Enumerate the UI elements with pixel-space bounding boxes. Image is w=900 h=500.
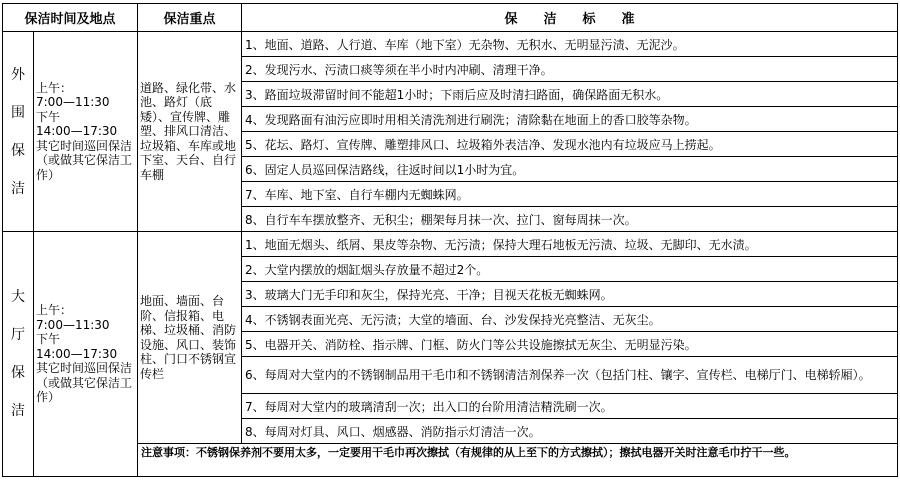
standard-item: 8、自行车车摆放整齐、无积尘；棚架每月抹一次、拉门、窗每周抹一次。 [242,207,898,232]
header-cleaning-focus: 保洁重点 [138,4,242,32]
standard-item: 6、每周对大堂内的不锈钢制品用干毛巾和不锈钢清洁剂保养一次（包括门柱、镶字、宣传栏、电梯厅门、电梯轿厢）。 [242,357,898,394]
schedule-line: 上午： [36,80,73,95]
schedule-line: 下午 [36,109,61,124]
standard-item: 4、不锈钢表面光亮、无污渍；大堂的墙面、台、沙发保持光亮整洁、无灰尘。 [242,307,898,332]
area-char: 围 [11,104,25,121]
standard-item: 3、玻璃大门无手印和灰尘，保持光亮、干净；目视天花板无蜘蛛网。 [242,282,898,307]
table-row [3,444,898,477]
schedule-lobby [34,232,138,477]
schedule-line: 上午： [36,303,73,318]
standard-item: 3、路面垃圾滞留时间不能超1小时；下雨后应及时清扫路面，确保路面无积水。 [242,82,898,107]
area-char: 保 [11,142,25,159]
schedule-exterior [34,32,138,232]
schedule-line: 下午 [36,332,61,347]
standard-item: 2、发现污水、污渍口痰等须在半小时内冲刷、清理干净。 [242,57,898,82]
standard-item: 8、每周对灯具、风口、烟感器、消防指示灯清洁一次。 [242,419,898,444]
standard-item: 4、发现路面有油污应即时用相关清洗剂进行刷洗；清除黏在地面上的香口胶等杂物。 [242,107,898,132]
focus-lobby [138,232,242,444]
schedule-line: 7:00—11:30 [36,95,110,110]
focus-text: 道路、绿化带、水池、路灯（底矮）、宣传牌、雕塑、排风口清洁、垃圾箱、车库或地下室、天台、自行车棚 [140,80,237,182]
standard-item: 5、花坛、路灯、宣传牌、雕塑排风口、垃圾箱外表洁净、发现水池内有垃圾应马上捞起。 [242,132,898,157]
area-char: 厅 [11,327,25,343]
schedule-line: 14:00—17:30 [36,124,118,139]
schedule-line: 14:00—17:30 [36,346,118,361]
standard-item: 1、地面、道路、人行道、车库（地下室）无杂物、无积水、无明显污渍、无泥沙。 [242,32,898,57]
area-label-exterior [3,32,34,232]
area-char: 外 [11,66,25,83]
table-row [3,232,898,257]
schedule-line: 其它时间巡回保洁（或做其它保洁工作） [36,361,133,405]
area-char: 洁 [11,180,25,197]
notes: 注意事项：不锈钢保养剂不要用太多，一定要用干毛巾再次擦拭（有规律的从上至下的方式擦拭）；擦拭电器开关时注意毛巾拧干一些。 [138,444,898,477]
schedule-line: 7:00—11:30 [36,317,110,332]
focus-exterior [138,32,242,232]
standard-item: 5、电器开关、消防栓、指示牌、门框、防火门等公共设施擦拭无灰尘、无明显污染。 [242,332,898,357]
standard-item: 2、大堂内摆放的烟缸烟头存放量不超过2个。 [242,257,898,282]
focus-text: 地面、墙面、台阶、信报箱、电梯、垃圾桶、消防设施、风口、装饰柱、门口不锈钢宣传栏 [140,294,237,381]
header-cleaning-standard: 保 洁 标 准 [242,4,898,32]
area-label-lobby [3,232,34,477]
area-char: 保 [11,365,25,381]
standard-item: 6、固定人员巡回保洁路线，往返时间以1小时为宜。 [242,157,898,182]
header-row [3,4,898,32]
cleaning-standards-table [2,3,898,477]
area-char: 大 [11,289,25,305]
standard-item: 7、每周对大堂内的玻璃清刮一次；出入口的台阶用清洁精洗刷一次。 [242,394,898,419]
schedule-line: 其它时间巡回保洁（或做其它保洁工作） [36,138,133,182]
standard-item: 7、车库、地下室、自行车棚内无蜘蛛网。 [242,182,898,207]
header-time-location: 保洁时间及地点 [3,4,138,32]
standard-item: 1、地面无烟头、纸屑、果皮等杂物、无污渍；保持大理石地板无污渍、垃圾、无脚印、无水渍。 [242,232,898,257]
area-char: 洁 [11,403,25,419]
table-row [3,32,898,57]
